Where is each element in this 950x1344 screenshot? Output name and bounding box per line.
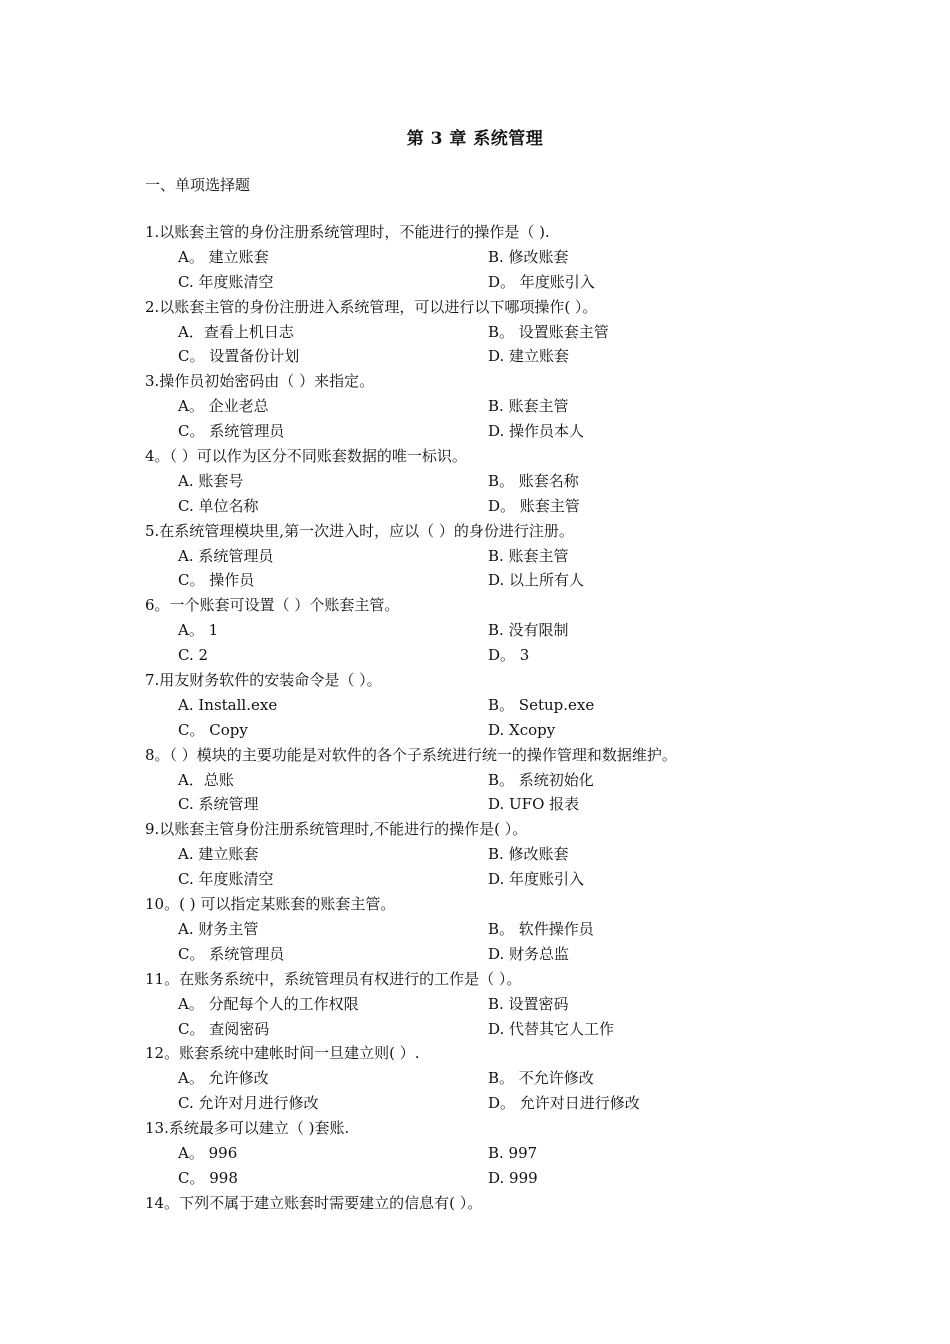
option-row — [145, 419, 825, 444]
option-d: D。 允许对日进行修改 — [488, 1094, 640, 1113]
option-d: D. 999 — [488, 1168, 538, 1187]
option-d: D. 年度账引入 — [488, 870, 585, 889]
section-heading: 一、单项选择题 — [145, 176, 251, 194]
option-b: B. 997 — [488, 1143, 538, 1162]
option-a: A. 建立账套 — [178, 845, 259, 864]
option-row — [145, 792, 825, 817]
option-a: A．查看上机日志 — [178, 322, 294, 341]
chapter-title: 第 3 章 系统管理 — [406, 129, 544, 149]
question-stem: 10。( ) 可以指定某账套的账套主管。 — [145, 895, 396, 914]
option-a: A. Install.exe — [178, 695, 278, 714]
option-b: B。 不允许修改 — [488, 1069, 594, 1088]
option-b: B。 Setup.exe — [488, 695, 595, 714]
option-b: B。 账套名称 — [488, 471, 579, 490]
option-c: C。 查阅密码 — [178, 1019, 270, 1038]
option-a: A. 财务主管 — [178, 919, 259, 938]
option-row — [145, 693, 825, 718]
option-c: C. 单位名称 — [178, 496, 259, 515]
option-row — [145, 1017, 825, 1042]
option-row — [145, 917, 825, 942]
option-a: A。 996 — [178, 1143, 238, 1162]
option-c: C. 2 — [178, 646, 209, 665]
question-stem: 1.以账套主管的身份注册系统管理时，不能进行的操作是（ ). — [145, 223, 550, 241]
option-row — [145, 618, 825, 643]
option-d: D。 年度账引入 — [488, 272, 595, 291]
option-c: C。 Copy — [178, 720, 248, 739]
option-row — [145, 469, 825, 494]
option-c: C. 年度账清空 — [178, 870, 274, 889]
option-row — [145, 1141, 825, 1166]
option-b: B. 修改账套 — [488, 845, 569, 864]
option-b: B. 没有限制 — [488, 621, 569, 640]
option-c: C. 系统管理 — [178, 795, 259, 814]
question-stem: 4。（ ）可以作为区分不同账套数据的唯一标识。 — [145, 447, 467, 466]
option-row — [145, 768, 825, 793]
question-stem: 7.用友财务软件的安装命令是（ ）。 — [145, 671, 382, 690]
option-c: C。 系统管理员 — [178, 944, 285, 963]
option-row — [145, 643, 825, 668]
option-row — [145, 494, 825, 519]
option-c: C。 系统管理员 — [178, 422, 285, 441]
option-d: D. UFO 报表 — [488, 795, 580, 814]
question-stem: 6。一个账套可设置（ ）个账套主管。 — [145, 596, 400, 615]
option-row — [145, 1166, 825, 1191]
question-stem: 11。在账务系统中，系统管理员有权进行的工作是（ ）。 — [145, 969, 522, 988]
option-a: A。 允许修改 — [178, 1069, 269, 1088]
option-row — [145, 320, 825, 345]
option-row — [145, 344, 825, 369]
option-a: A。 1 — [178, 621, 219, 640]
option-row — [145, 1091, 825, 1116]
option-b: B. 修改账套 — [488, 247, 569, 266]
question-stem: 3.操作员初始密码由（ ）来指定。 — [145, 372, 375, 391]
option-d: D. 财务总监 — [488, 944, 570, 963]
option-row — [145, 992, 825, 1017]
option-a: A。 企业老总 — [178, 397, 269, 416]
option-row — [145, 245, 825, 270]
question-stem: 5.在系统管理模块里,第一次进入时，应以（ ）的身份进行注册。 — [145, 521, 574, 540]
option-d: D。 3 — [488, 646, 530, 665]
option-a: A。 建立账套 — [178, 247, 269, 266]
option-d: D. 以上所有人 — [488, 571, 585, 590]
option-c: C。 998 — [178, 1168, 238, 1187]
option-b: B。 软件操作员 — [488, 919, 594, 938]
option-b: B。 系统初始化 — [488, 770, 594, 789]
option-row — [145, 867, 825, 892]
option-row — [145, 270, 825, 295]
option-row — [145, 544, 825, 569]
question-stem: 8。（ ）模块的主要功能是对软件的各个子系统进行统一的操作管理和数据维护。 — [145, 745, 677, 764]
option-c: C。 操作员 — [178, 571, 255, 590]
question-stem: 12。账套系统中建帐时间一旦建立则( ）. — [145, 1044, 420, 1063]
option-row — [145, 718, 825, 743]
question-stem: 9.以账套主管身份注册系统管理时,不能进行的操作是( ）。 — [145, 820, 528, 839]
option-c: C. 允许对月进行修改 — [178, 1094, 319, 1113]
question-stem: 2.以账套主管的身份注册进入系统管理，可以进行以下哪项操作( ）。 — [145, 297, 598, 316]
option-b: B. 账套主管 — [488, 546, 569, 565]
option-row — [145, 1066, 825, 1091]
option-b: B. 设置密码 — [488, 994, 569, 1013]
option-c: C。 设置备份计划 — [178, 347, 300, 366]
option-d: D. 操作员本人 — [488, 422, 585, 441]
option-row — [145, 942, 825, 967]
option-b: B. 账套主管 — [488, 397, 569, 416]
option-a: A。 分配每个人的工作权限 — [178, 994, 359, 1013]
option-b: B。 设置账套主管 — [488, 322, 609, 341]
question-list — [145, 220, 825, 1216]
option-row — [145, 394, 825, 419]
option-d: D. 代替其它人工作 — [488, 1019, 615, 1038]
option-row — [145, 568, 825, 593]
option-a: A．总账 — [178, 770, 234, 789]
question-stem: 13.系统最多可以建立（ )套账. — [145, 1119, 350, 1138]
option-a: A. 系统管理员 — [178, 546, 274, 565]
question-stem: 14。下列不属于建立账套时需要建立的信息有( ）。 — [145, 1193, 483, 1212]
option-d: D。 账套主管 — [488, 496, 580, 515]
option-a: A. 账套号 — [178, 471, 244, 490]
option-c: C. 年度账清空 — [178, 272, 274, 291]
option-d: D. Xcopy — [488, 720, 556, 739]
option-row — [145, 842, 825, 867]
option-d: D. 建立账套 — [488, 347, 570, 366]
